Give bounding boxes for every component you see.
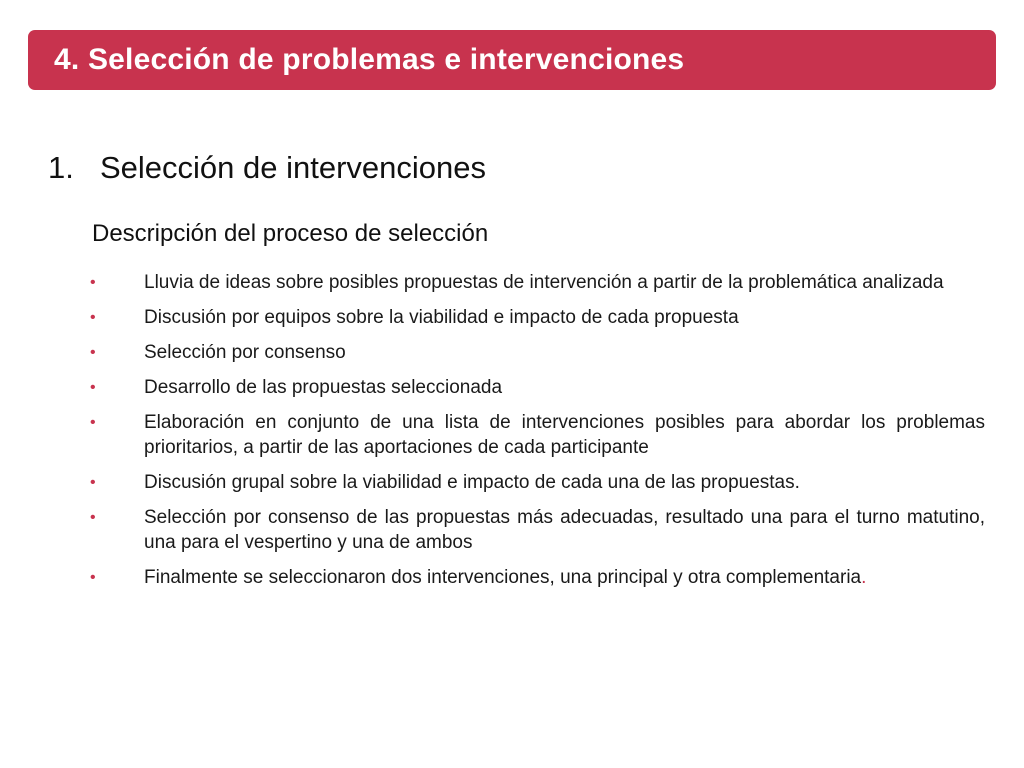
bullet-item xyxy=(90,565,985,590)
bullet-list xyxy=(90,270,985,600)
bullet-text: Finalmente se seleccionaron dos intervenciones, una principal y otra complementaria xyxy=(144,567,862,588)
bullet-item xyxy=(90,305,985,330)
bullet-item xyxy=(90,505,985,555)
bullet-icon: • xyxy=(90,309,96,326)
bullet-item xyxy=(90,470,985,495)
bullet-icon: • xyxy=(90,274,96,291)
section-number: 1. xyxy=(48,150,74,185)
bullet-text: Selección por consenso xyxy=(144,342,346,363)
bullet-item xyxy=(90,270,985,295)
bullet-text: Discusión grupal sobre la viabilidad e impacto de cada una de las propuestas. xyxy=(144,472,800,493)
subsection-title: Descripción del proceso de selección xyxy=(92,220,489,247)
bullet-text: Selección por consenso de las propuestas más adecuadas, resultado una para el turno matutino, una para el vespertino y una de ambos xyxy=(144,507,985,553)
bullet-text: Discusión por equipos sobre la viabilidad e impacto de cada propuesta xyxy=(144,307,739,328)
section-heading xyxy=(48,150,486,186)
bullet-item xyxy=(90,375,985,400)
bullet-text: Desarrollo de las propuestas seleccionada xyxy=(144,377,503,398)
bullet-icon: • xyxy=(90,379,96,396)
slide-title: 4. Selección de problemas e intervenciones xyxy=(54,43,685,76)
bullet-icon: • xyxy=(90,414,96,431)
bullet-text: Elaboración en conjunto de una lista de intervenciones posibles para abordar los problemas prioritarios, a partir de las aportaciones de cada participante xyxy=(144,412,985,458)
bullet-icon: • xyxy=(90,509,96,526)
bullet-icon: • xyxy=(90,344,96,361)
bullet-item xyxy=(90,340,985,365)
section-title: Selección de intervenciones xyxy=(100,150,487,185)
bullet-icon: • xyxy=(90,569,96,586)
bullet-text: Lluvia de ideas sobre posibles propuestas de intervención a partir de la problemática analizada xyxy=(144,272,944,293)
final-period: . xyxy=(861,567,867,588)
title-bar xyxy=(28,30,996,90)
bullet-item xyxy=(90,410,985,460)
bullet-icon: • xyxy=(90,474,96,491)
